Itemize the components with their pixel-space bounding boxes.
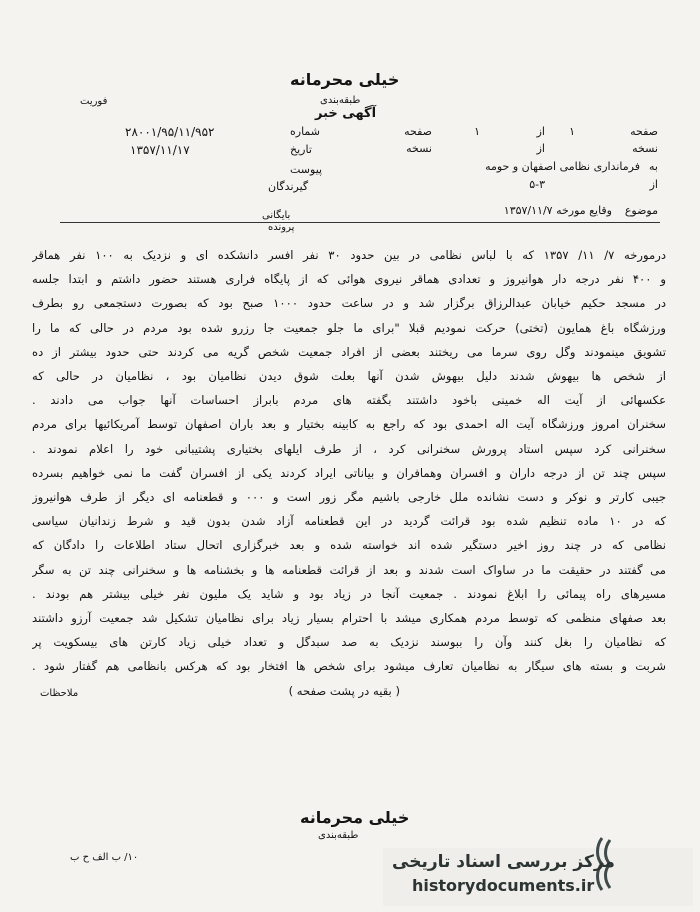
- attachment-label: پیوست: [290, 163, 323, 176]
- copy-label: نسخه: [632, 142, 658, 155]
- body-line: می گفتند در حقیقت ما در ساواک است شدند و بعد از قرائت قطعنامه ها و بخشنامه ها و سخنرانی چند تن به سگر: [32, 562, 666, 577]
- body-line: ورزشگاه باغ همایون (تختی) حرکت نمودیم قبلا "برای ما جلو جمعیت جا رزرو شده بود مردم در حالی که ما را: [32, 320, 666, 335]
- archive-label: بایگانی: [262, 210, 291, 221]
- form-code: ۱۰/ ب الف ح ب: [70, 852, 139, 863]
- body-line: سخنران امروز ورزشگاه آیت اله احمدی بود که راجع به کابینه بختیار و بعد باران اصفهان توسط آمریکائیها برای مردم: [32, 417, 666, 432]
- copy-of-label: از: [536, 142, 545, 155]
- body-line: جیبی کارتر و نوکر و دست نشانده ملل خارجی باشیم مگر زور است و ۰۰۰ و قطعنامه ای دیگر از طرف هوانیروز: [32, 490, 666, 504]
- classification-top: خیلی محرمانه: [290, 70, 400, 89]
- classification-bottom-sub: طبقه‌بندی: [318, 830, 359, 841]
- body-line: سپس چند تن از درجه داران و افسران وهمافران و بیاناتی ایراد کردند یکی از افسران گفت ما نمی خواهیم بسرده: [32, 465, 666, 480]
- body-line: سخنرانی کرد سپس استاد پرورش سخنرانی کرد ، از طرف ایلهای بختیاری پشتیبانی خود را اعلام نمودند .: [32, 441, 666, 456]
- body-line: نظامی که در چند روز اخیر دستگیر شده اند خواسته شده و بعد خبرگزاری اتحال ستاد اطلاعات را دادگان که: [32, 538, 666, 553]
- number-label: شماره: [290, 125, 321, 138]
- page-label-2: صفحه: [404, 125, 432, 138]
- body-line: بعد صفهای منظمی که توسط مردم همکاری میشد با احترام بسیار زیاد برای نظامیان تشکیل شد جمعیت آرزو داشتند: [32, 611, 666, 625]
- page-of-label: از: [536, 125, 545, 138]
- body-line: مسیرهای راه پیمائی را ابلاغ نمودند . جمعیت آنجا در زیاد بود و شاید یک ملیون نفر خیلی بیشتر هم بودند .: [32, 586, 666, 601]
- watermark-title: مرکز بررسی اسناد تاریخی: [392, 852, 615, 872]
- body-line: و ۴۰۰ نفر درجه دار هوانیروز و تعدادی هماقر نیروی هوائی که از پایگاه فراری هستند حضور داشتم و ابتدا جلسه: [32, 272, 666, 287]
- archive-sub: پرونده: [268, 222, 295, 233]
- page-value: ۱: [569, 125, 575, 138]
- watermark-url: historydocuments.ir: [412, 876, 595, 895]
- body-line: از شخص ها بیهوش شدند دلیل بیهوش شدن آنها بعلت شوق دیدن نظامیان بود ، نظامیان در حالی که: [32, 369, 666, 383]
- urgency-label: فوریت: [80, 96, 108, 107]
- from-value: ۵-۳: [529, 178, 545, 191]
- classification-bottom: خیلی محرمانه: [300, 808, 410, 827]
- header-divider: [60, 222, 660, 223]
- body-line: که در ۱۰ ماده تنظیم شده بود قرائت گردید در این قطعنامه آزاد شدن بدون قید و شرط زندانیان سیاسی: [32, 514, 666, 529]
- page-of-value: ۱: [474, 125, 480, 138]
- from-label: از: [649, 178, 658, 191]
- date-label: تاریخ: [290, 143, 312, 156]
- subject-label: موضوع: [624, 204, 658, 217]
- subject-value: وقایع مورخه ۱۳۵۷/۱۱/۷: [503, 204, 612, 217]
- body-line: شربت و بسته های سیگار به نظامیان تعارف میشود برای شخص ها افتخار بود که هرکس بانظامی هم گفتار شود .: [32, 659, 666, 674]
- body-line: ( بقیه در پشت صفحه ): [288, 683, 400, 698]
- document-title: آگهی خبر: [315, 106, 377, 121]
- body-line: تشویق مینمودند وگل روی سرما می ریختند بعضی از افراد جمعیت شخص گریه می کردند حتی حدود بیشتر از ده: [32, 344, 666, 359]
- number-value: ۲۸۰۰۱/۹۵/۱۱/۹۵۲: [125, 125, 215, 139]
- page-label: صفحه: [630, 125, 658, 138]
- classification-top-sub: طبقه‌بندی: [320, 95, 361, 106]
- copy-label-2: نسخه: [406, 142, 432, 155]
- to-value: فرمانداری نظامی اصفهان و حومه: [485, 160, 640, 173]
- recipients-label: گیرندگان: [268, 180, 309, 193]
- body-line: درمورخه ۷/ ۱۱/ ۱۳۵۷ که با لباس نظامی در بین حدود ۳۰ نفر افسر دانشکده ای و نزدیک به ۱۰۰ نفر هماقر: [32, 248, 666, 262]
- body-line: که نظامیان را بغل کنند وآن را ببوسند نزدیک به صد سبدگل و تعداد خیلی زیاد کارتن های بیسکویت پر: [32, 635, 666, 650]
- to-label: به: [649, 160, 658, 173]
- body-line: عکسهائی از آیت اله خمینی باخود داشتند بگفته های مردم بابراز احساسات آنها جواب می دادند .: [32, 393, 666, 408]
- body-line: در مسجد حکیم خیابان عبدالرزاق برگزار شد و در ساعت حدود ۱۰۰۰ صبح بود که بصورت دستجمعی رو بطرف: [32, 296, 666, 311]
- margin-note: ملاحظات: [40, 688, 79, 699]
- date-value: ۱۳۵۷/۱۱/۱۷: [130, 143, 190, 157]
